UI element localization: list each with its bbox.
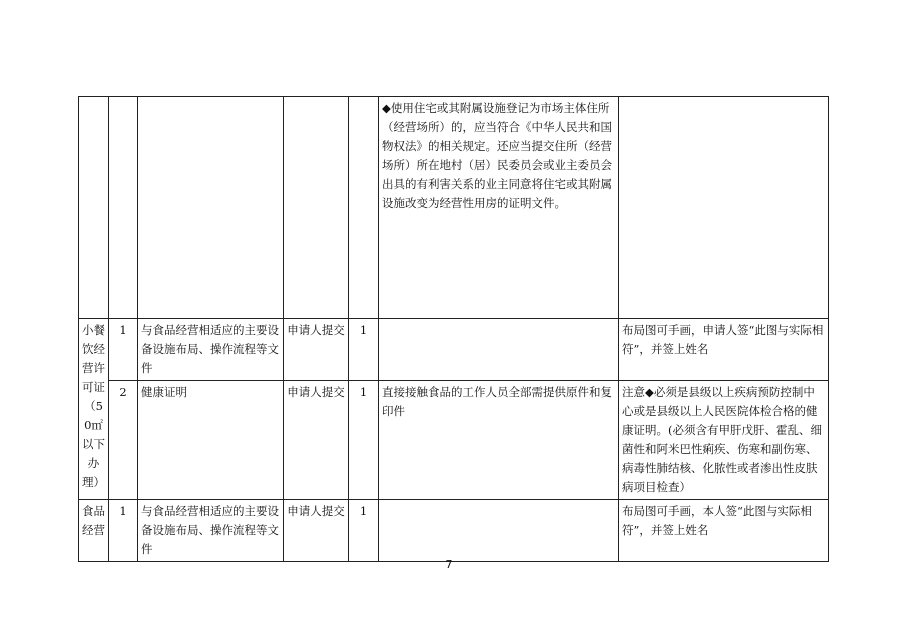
table-row	[79, 319, 829, 381]
copies-cell: 1	[349, 500, 379, 562]
requirement-cell: ◆使用住宅或其附属设施登记为市场主体住所（经营场所）的，应当符合《中华人民共和国物权法》的相关规定。还应当提交住所（经营场所）所在地村（居）民委员会或业主委员会出具的有利害关系的业主同意将住宅或其附属设施改变为经营性用房的证明文件。	[379, 97, 619, 319]
copies-cell: 1	[349, 381, 379, 500]
copies-cell: 1	[349, 319, 379, 381]
category-cell	[79, 97, 109, 319]
requirement-cell: 直接接触食品的工作人员全部需提供原件和复印件	[379, 381, 619, 500]
category-cell: 食品经营	[79, 500, 109, 562]
requirements-table	[78, 96, 829, 562]
notes-cell	[619, 97, 829, 319]
material-cell: 健康证明	[138, 381, 284, 500]
copies-cell	[349, 97, 379, 319]
page-number: 7	[445, 558, 453, 571]
source-cell: 申请人提交	[284, 381, 349, 500]
source-cell: 申请人提交	[284, 500, 349, 562]
source-cell	[284, 97, 349, 319]
material-cell: 与食品经营相适应的主要设备设施布局、操作流程等文件	[138, 319, 284, 381]
requirement-cell	[379, 319, 619, 381]
category-cell: 小餐饮经营许可证（50㎡以下办理）	[79, 319, 109, 500]
table-row	[79, 381, 829, 500]
requirement-cell	[379, 500, 619, 562]
index-cell: 2	[109, 381, 138, 500]
index-cell: 1	[109, 319, 138, 381]
notes-cell: 布局图可手画，本人签“此图与实际相符”，并签上姓名	[619, 500, 829, 562]
index-cell: 1	[109, 500, 138, 562]
table-row	[79, 500, 829, 562]
material-cell: 与食品经营相适应的主要设备设施布局、操作流程等文件	[138, 500, 284, 562]
table-row-continuation	[79, 97, 829, 319]
index-cell	[109, 97, 138, 319]
notes-cell: 布局图可手画，申请人签“此图与实际相符”，并签上姓名	[619, 319, 829, 381]
material-cell	[138, 97, 284, 319]
notes-cell: 注意◆必须是县级以上疾病预防控制中心或是县级以上人民医院体检合格的健康证明。(必须含有甲肝戊肝、霍乱、细菌性和阿米巴性痢疾、伤寒和副伤寒、病毒性肺结核、化脓性或者渗出性皮肤病项目检查）	[619, 381, 829, 500]
source-cell: 申请人提交	[284, 319, 349, 381]
